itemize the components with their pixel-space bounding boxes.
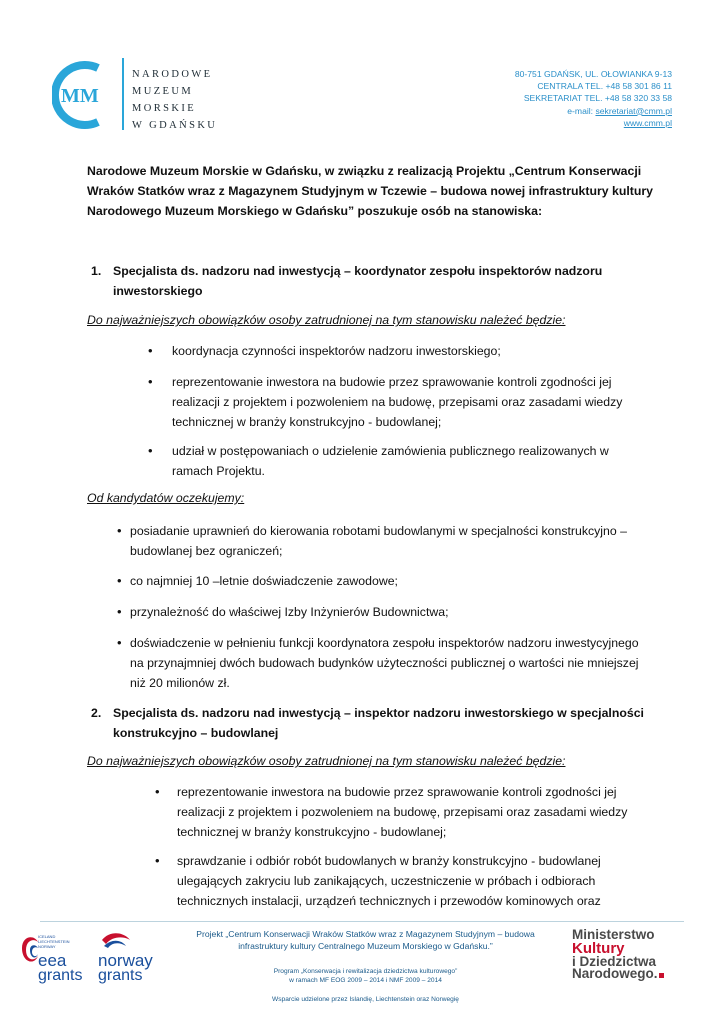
list-item-text: doświadczenie w pełnieniu funkcji koordynatora zespołu inspektorów nadzoru inwestycyjnego na przynajmniej dwóch budowach budynków użyteczności publicznej o wartości nie mniejszej niż 20 milionów zł.	[130, 636, 639, 690]
contact-phone-secretariat: SEKRETARIAT TEL. +48 58 320 33 58	[523, 93, 672, 104]
museum-logo	[52, 58, 218, 138]
website-link[interactable]: www.cmm.pl	[623, 117, 672, 128]
list-item	[148, 341, 618, 361]
footer-program	[188, 967, 543, 985]
position-2-number: 2.	[91, 706, 102, 720]
list-item	[117, 571, 647, 591]
footer-divider	[40, 921, 684, 922]
contact-address: 80-751 GDAŃSK, UL. OŁOWIANKA 9-13	[514, 69, 672, 79]
ministry-line-4: Narodowego.	[572, 966, 658, 981]
list-item-text: posiadanie uprawnień do kierowania robotami budowlanymi w specjalności konstrukcyjno – budowlanej bez ograniczeń;	[130, 524, 627, 558]
position-1-requirements-heading: Od kandydatów oczekujemy:	[87, 491, 245, 505]
bullet-icon: •	[155, 784, 160, 799]
bullet-icon: •	[148, 343, 153, 358]
bullet-icon: •	[117, 604, 122, 619]
position-1-heading	[87, 261, 647, 301]
svg-text:NORWAY: NORWAY	[38, 944, 56, 949]
bullet-icon: •	[117, 635, 122, 650]
eea-grants-logo	[20, 928, 100, 984]
list-item	[117, 633, 647, 693]
cmm-logo-mark	[52, 58, 114, 132]
list-item	[155, 782, 645, 842]
svg-text:norway: norway	[98, 951, 153, 970]
norway-grants-logo	[96, 928, 176, 984]
position-2-duties-heading: Do najważniejszych obowiązków osoby zatrudnionej na tym stanowisku należeć będzie:	[87, 754, 566, 768]
bullet-icon: •	[117, 573, 122, 588]
list-item-text: sprawdzanie i odbiór robót budowlanych w branży konstrukcyjno - budowlanej ulegających zakryciu lub zanikających, uczestniczenie w próbach i odbiorach technicznych instalacji, urządzeń technicznych i przewodów kominowych oraz	[177, 854, 601, 908]
ministry-line-4-row	[572, 968, 664, 981]
footer-project-text: Projekt „Centrum Konserwacji Wraków Statków wraz z Magazynem Studyjnym – budowa infrastruktury kultury Centralnego Muzeum Morskiego w Gdańsku.”	[196, 929, 535, 951]
logo-line-3: MORSKIE	[132, 103, 197, 114]
list-item	[117, 521, 647, 561]
footer-program-line-2: w ramach MF EOG 2009 – 2014 i NMF 2009 – 2014	[289, 977, 442, 984]
list-item	[148, 441, 618, 481]
svg-text:LIECHTENSTEIN: LIECHTENSTEIN	[38, 939, 70, 944]
intro-paragraph: Narodowe Muzeum Morskie w Gdańsku, w związku z realizacją Projektu „Centrum Konserwacji Wraków Statków wraz z Magazynem Studyjnym w Tczewie – budowa nowej infrastruktury kultury Narodowego Muzeum Morskiego w Gdańsku” poszukuje osób na stanowiska:	[87, 164, 654, 218]
logo-line-1: NARODOWE	[132, 69, 213, 80]
position-2-title: Specjalista ds. nadzoru nad inwestycją – inspektor nadzoru inwestorskiego w specjalności konstrukcyjno – budowlanej	[113, 706, 644, 740]
list-item-text: co najmniej 10 –letnie doświadczenie zawodowe;	[130, 574, 398, 588]
svg-text:eea: eea	[38, 951, 67, 970]
ministry-square-icon	[659, 973, 664, 978]
list-item-text: przynależność do właściwej Izby Inżynierów Budownictwa;	[130, 605, 449, 619]
svg-text:ICELAND: ICELAND	[38, 934, 56, 939]
logo-line-2: MUZEUM	[132, 86, 194, 97]
email-link[interactable]: sekretariat@cmm.pl	[595, 105, 672, 116]
contact-email-row	[515, 105, 672, 117]
position-1-number: 1.	[91, 264, 102, 278]
footer-support-text: Wsparcie udzielone przez Islandię, Liechtenstein oraz Norwegię	[272, 996, 459, 1003]
position-1-duties-heading: Do najważniejszych obowiązków osoby zatrudnionej na tym stanowisku należeć będzie:	[87, 313, 566, 327]
logo-wordmark	[132, 66, 217, 134]
bullet-icon: •	[148, 443, 153, 458]
logo-line-4: W GDAŃSKU	[132, 120, 218, 131]
bullet-icon: •	[155, 853, 160, 868]
email-label: e-mail:	[567, 105, 596, 116]
bullet-icon: •	[148, 374, 153, 389]
ministry-line-2: Kultury	[572, 939, 625, 957]
list-item	[117, 602, 647, 622]
svg-text:grants: grants	[98, 967, 143, 984]
bullet-icon: •	[117, 523, 122, 538]
list-item	[155, 851, 645, 911]
list-item-text: udział w postępowaniach o udzielenie zamówienia publicznego realizowanych w ramach Projektu.	[172, 444, 609, 478]
ministry-line-3: i Dziedzictwa	[572, 953, 657, 969]
list-item	[148, 372, 638, 432]
logo-separator	[122, 58, 124, 130]
ministry-line-1: Ministerstwo	[572, 927, 655, 942]
list-item-text: koordynacja czynności inspektorów nadzoru inwestorskiego;	[172, 344, 501, 358]
contact-block	[515, 68, 672, 129]
svg-text:MM: MM	[61, 85, 99, 107]
list-item-text: reprezentowanie inwestora na budowie przez sprawowanie kontroli zgodności jej realizacji z projektem i pozwoleniem na budowę, przepisami oraz zasadami wiedzy technicznej w branży konstrukcyjno - budowlanej;	[177, 785, 628, 839]
contact-phone-main: CENTRALA TEL. +48 58 301 86 11	[537, 81, 672, 92]
list-item-text: reprezentowanie inwestora na budowie przez sprawowanie kontroli zgodności jej realizacji z projektem i pozwoleniem na budowę, przepisami oraz zasadami wiedzy technicznej w branży konstrukcyjno - budowlanej;	[172, 375, 623, 429]
ministry-logo	[572, 929, 664, 981]
position-2-heading	[87, 703, 647, 743]
footer-program-line-1: Program „Konserwacja i rewitalizacja dziedzictwa kulturowego”	[273, 968, 458, 975]
svg-text:grants: grants	[38, 967, 83, 984]
position-1-title: Specjalista ds. nadzoru nad inwestycją – koordynator zespołu inspektorów nadzoru inwestorskiego	[113, 264, 603, 298]
